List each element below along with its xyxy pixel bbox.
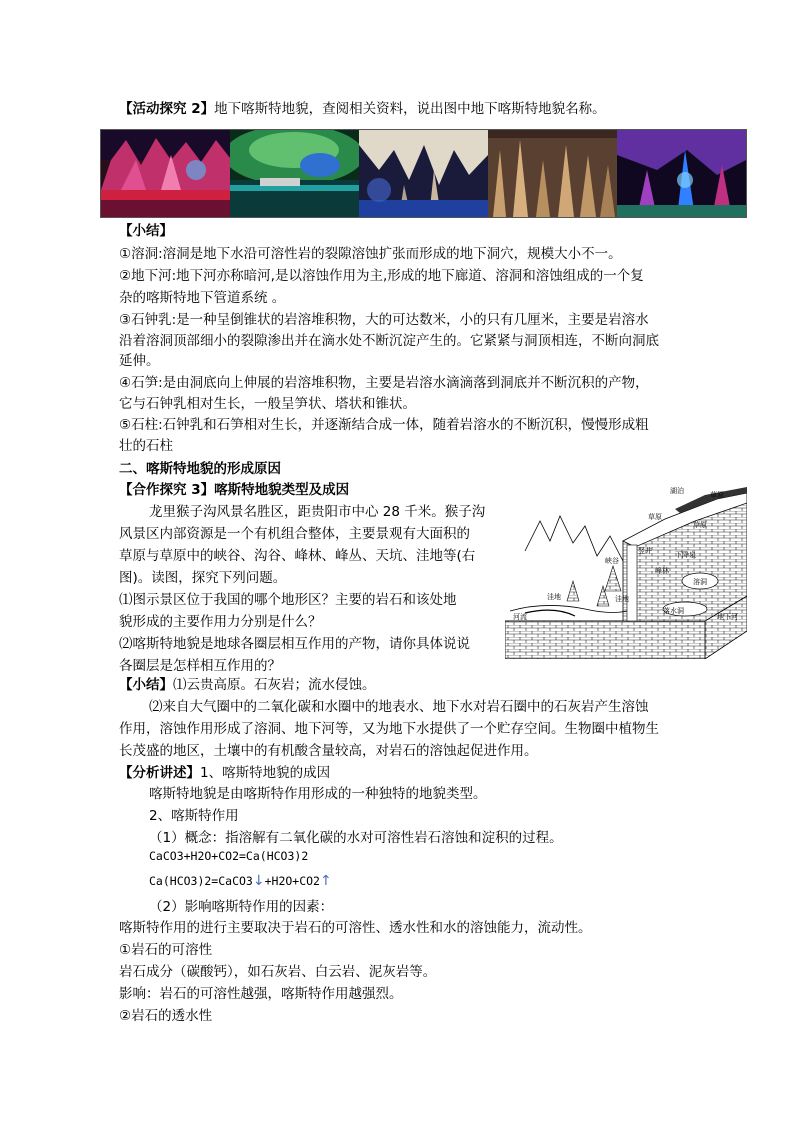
diagram-label-grass: 草原: [710, 491, 724, 499]
summary1-line: ①溶洞:溶洞是地下水沿可溶性岩的裂隙溶蚀扩张而形成的地下洞穴，规模大小不一。: [119, 246, 622, 262]
summary1-line: 延伸。: [119, 353, 160, 369]
activity3-line: ⑴图示景区位于我国的哪个地形区？主要的岩石和该处地: [119, 592, 457, 608]
gas-up-arrow-icon: ↑: [319, 873, 332, 889]
factors-title: （2）影响喀斯特作用的因素：: [149, 899, 334, 915]
diagram-label-underground-river: 地下河: [717, 613, 738, 621]
summary1-line: ④石笋:是由洞底向上伸展的岩溶堆积物，主要是岩溶水滴滴落到洞底并不断沉积的产物，: [119, 375, 649, 391]
analysis-line: 喀斯特地貌是由喀斯特作用形成的一种独特的地貌类型。: [149, 786, 487, 802]
activity2-line: [119, 99, 606, 119]
factor2-title: ②岩石的透水性: [119, 1008, 213, 1024]
karst-block-diagram: [505, 481, 747, 659]
activity3-title: 喀斯特地貌类型及成因: [214, 482, 350, 498]
factors-line: 喀斯特作用的进行主要取决于岩石的可溶性、透水性和水的溶蚀能力，流动性。: [119, 920, 592, 936]
summary1-line: 沿着溶洞顶部细小的裂隙渗出并在滴水处不断沉淀产生的。它紧紧与洞顶相连，不断向洞底: [119, 333, 659, 349]
cave-photo-strip: [100, 129, 747, 218]
cave-photo-2: [230, 130, 359, 217]
summary2-line: [119, 675, 376, 695]
section2-title: 二、喀斯特地貌的形成原因: [119, 461, 281, 477]
activity3-line: 龙里猴子沟风景名胜区，距贵阳市中心 28 千米。猴子沟: [149, 504, 486, 520]
activity3-line: 图)。读图，探究下列问题。: [119, 570, 287, 586]
chemical-equation-1: CaCO3+H2O+CO2=Ca(HCO3)2: [149, 849, 309, 863]
eq2-right: +H2O+CO2: [264, 874, 320, 888]
eq2-left: Ca(HCO3)2=CaCO3: [149, 874, 253, 888]
diagram-label-vert: 竖井: [638, 547, 652, 555]
summary1-line: 壮的石柱: [119, 438, 173, 454]
diagram-label-depression: 洼地: [547, 593, 561, 601]
summary1-line: ②地下河:地下河亦称暗河,是以溶蚀作用为主,形成的地下廊道、溶洞和溶蚀组成的一个复: [119, 268, 644, 284]
summary2-answer-1: ⑴云贵高原。石灰岩；流水侵蚀。: [173, 677, 376, 693]
analysis-concept: （1）概念：指溶解有二氧化碳的水对可溶性岩石溶蚀和淀积的过程。: [149, 830, 563, 846]
diagram-label-grass: 草原: [648, 513, 662, 521]
activity2-label: 【活动探究 2】: [119, 101, 215, 117]
activity3-line: 各圈层是怎样相互作用的？: [119, 658, 281, 674]
activity3-line: ⑵喀斯特地貌是地球各圈层相互作用的产物，请你具体说说: [119, 636, 470, 652]
factor1-line: 影响：岩石的可溶性越强，喀斯特作用越强烈。: [119, 986, 403, 1002]
summary2-heading: 【小结】: [119, 677, 173, 693]
factor1-title: ①岩石的可溶性: [119, 942, 213, 958]
activity3-heading: [119, 480, 349, 500]
diagram-label-spring: 下降泉: [675, 551, 696, 559]
summary2-line: 作用，溶蚀作用形成了溶洞、地下河等，又为地下水提供了一个贮存空间。生物圈中植物生: [119, 721, 659, 737]
diagram-label-karstcave: 溶洞: [693, 578, 707, 586]
summary1-line: 杂的喀斯特地下管道系统 。: [119, 290, 286, 306]
diagram-label-depression: 洼地: [615, 595, 629, 603]
summary2-line: 长茂盛的地区，土壤中的有机酸含量较高，对岩石的溶蚀起促进作用。: [119, 743, 538, 759]
summary2-line: ⑵来自大气圈中的二氧化碳和水圈中的地表水、地下水对岩石圈中的石灰岩产生溶蚀: [149, 699, 649, 715]
analysis-label: 【分析讲述】: [119, 765, 200, 781]
diagram-label-lake: 湖泊: [670, 487, 684, 495]
diagram-label-peakforest: 峰林: [655, 567, 669, 575]
cave-photo-4: [488, 130, 617, 217]
cave-photo-1: [101, 130, 230, 217]
diagram-label-shaft: 落水洞: [663, 607, 684, 615]
activity3-label: 【合作探究 3】: [119, 482, 215, 498]
activity3-line: 风景区内部资源是一个有机组合整体，主要景观有大面积的: [119, 526, 470, 542]
factor1-line: 岩石成分（碳酸钙），如石灰岩、白云岩、泥灰岩等。: [119, 964, 437, 980]
summary1-line: ⑤石柱:石钟乳和石笋相对生长，并逐渐结合成一体，随着岩溶水的不断沉积，慢慢形成粗: [119, 417, 649, 433]
chemical-equation-2: [149, 871, 332, 891]
analysis-title: 1、喀斯特地貌的成因: [200, 765, 331, 781]
diagram-label-stream: 河流: [513, 613, 527, 621]
cave-photo-5: [617, 130, 746, 217]
precipitate-down-arrow-icon: ↓: [252, 873, 265, 889]
summary1-line: 它与石钟乳相对生长，一般呈笋状、塔状和锥状。: [119, 396, 416, 412]
summary1-line: ③石钟乳:是一种呈倒锥状的岩溶堆积物，大的可达数米，小的只有几厘米，主要是岩溶水: [119, 312, 649, 328]
diagram-label-grass: 草原: [693, 521, 707, 529]
activity3-line: 草原与草原中的峡谷、沟谷、峰林、峰丛、天坑、洼地等(右: [119, 548, 476, 564]
diagram-label-canyon: 峡谷: [605, 557, 619, 565]
analysis-heading: [119, 763, 330, 783]
analysis-subtitle: 2、喀斯特作用: [149, 808, 239, 824]
summary1-heading: 【小结】: [119, 223, 173, 239]
cave-photo-3: [359, 130, 488, 217]
activity3-line: 貌形成的主要作用力分别是什么？: [119, 614, 322, 630]
activity2-text: 地下喀斯特地貌，查阅相关资料，说出图中地下喀斯特地貌名称。: [214, 101, 606, 117]
